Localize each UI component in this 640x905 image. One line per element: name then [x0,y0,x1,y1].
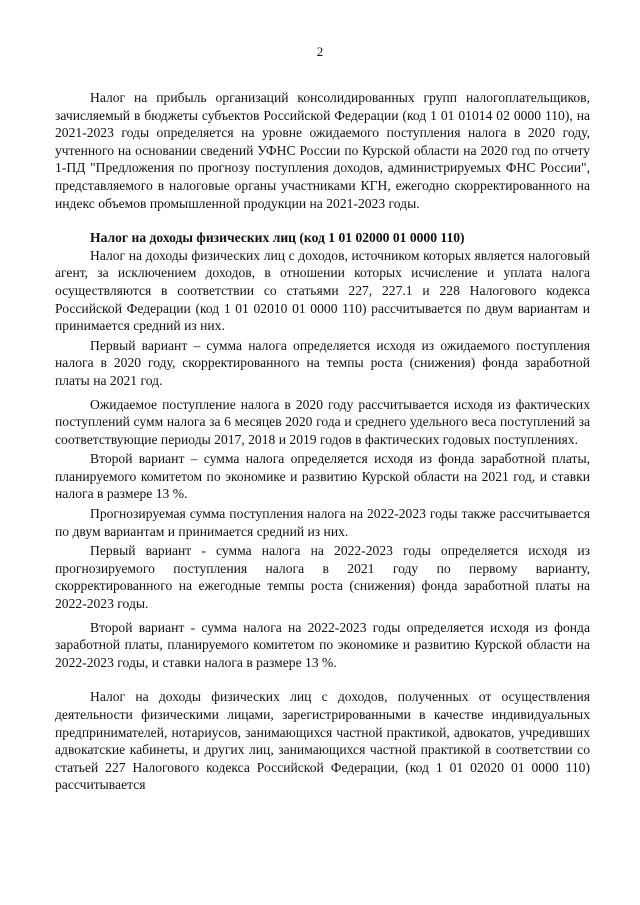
paragraph-expected-receipts-2020: Ожидаемое поступление налога в 2020 году рассчитывается исходя из фактических поступлений сумм налога за 6 месяцев 2020 года и среднего удельного веса поступлений за соответствующие периоды 2017, 2018 и 2019 годов в фактических годовых поступлениях. [55,396,590,447]
paragraph-private-practice-income: Налог на доходы физических лиц с доходов, полученных от осуществления деятельности физическими лицами, зарегистрированными в качестве индивидуальных предпринимателей, нотариусов, занимающихся частной практикой, адвокатов, учредивших адвокатские кабинеты, и других лиц, занимающихся частной практикой в соответствии со статьей 227 Налогового кодекса Российской Федерации, (код 1 01 02020 01 0000 110) рассчитывается [55,689,590,793]
paragraph-profit-tax: Налог на прибыль организаций консолидированных групп налогоплательщиков, зачисляемый в бюджеты субъектов Российской Федерации (код 1 01 01014 02 0000 110), на 2021-2023 годы определяется на уровне ожидаемого поступления налога в 2020 году, учтенного на основании сведений УФНС России по Курской области на 2020 год по отчету 1-ПД "Предложения по прогнозу поступления доходов, администрируемых ФНС России", представляемого в налоговые органы участниками КГН, ежегодно скорректированного на индекс объемов промышленной продукции на 2021-2023 годы. [55,90,590,211]
paragraph-first-variant-2022-2023: Первый вариант - сумма налога на 2022-2023 годы определяется исходя из прогнозируемого поступления налога в 2021 году по первому варианту, скорректированного на ежегодные темпы роста (снижения) фонда заработной платы на 2022-2023 годы. [55,543,590,612]
paragraph-second-variant-2021: Второй вариант – сумма налога определяется исходя из фонда заработной платы, планируемого комитетом по экономике и развитию Курской области на 2021 год, и ставки налога в размере 13 %. [55,451,590,502]
paragraph-tax-agent-income: Налог на доходы физических лиц с доходов, источником которых является налоговый агент, за исключением доходов, в отношении которых исчисление и уплата налога осуществляются в соответствии со статьями 227, 227.1 и 228 Налогового кодекса Российской Федерации (код 1 01 02010 01 0000 110) рассчитывается по двум вариантам и принимается средний из них. [55,247,590,334]
page-number: 2 [316,44,324,59]
paragraph-forecast-2022-2023: Прогнозируемая сумма поступления налога на 2022-2023 годы также рассчитывается по двум вариантам и принимается средний из них. [55,506,590,539]
paragraph-second-variant-2022-2023: Второй вариант - сумма налога на 2022-2023 годы определяется исходя из фонда заработной платы, планируемого комитетом по экономике и развитию Курской области на 2022-2023 годы, и ставки налога в размере 13 %. [55,619,590,670]
section-heading-personal-income-tax: Налог на доходы физических лиц (код 1 01 02000 01 0000 110) [90,230,465,246]
paragraph-first-variant-2021: Первый вариант – сумма налога определяется исходя из ожидаемого поступления налога в 2020 году, скорректированного на темпы роста (снижения) фонда заработной платы на 2021 год. [55,337,590,388]
document-body [55,89,590,794]
